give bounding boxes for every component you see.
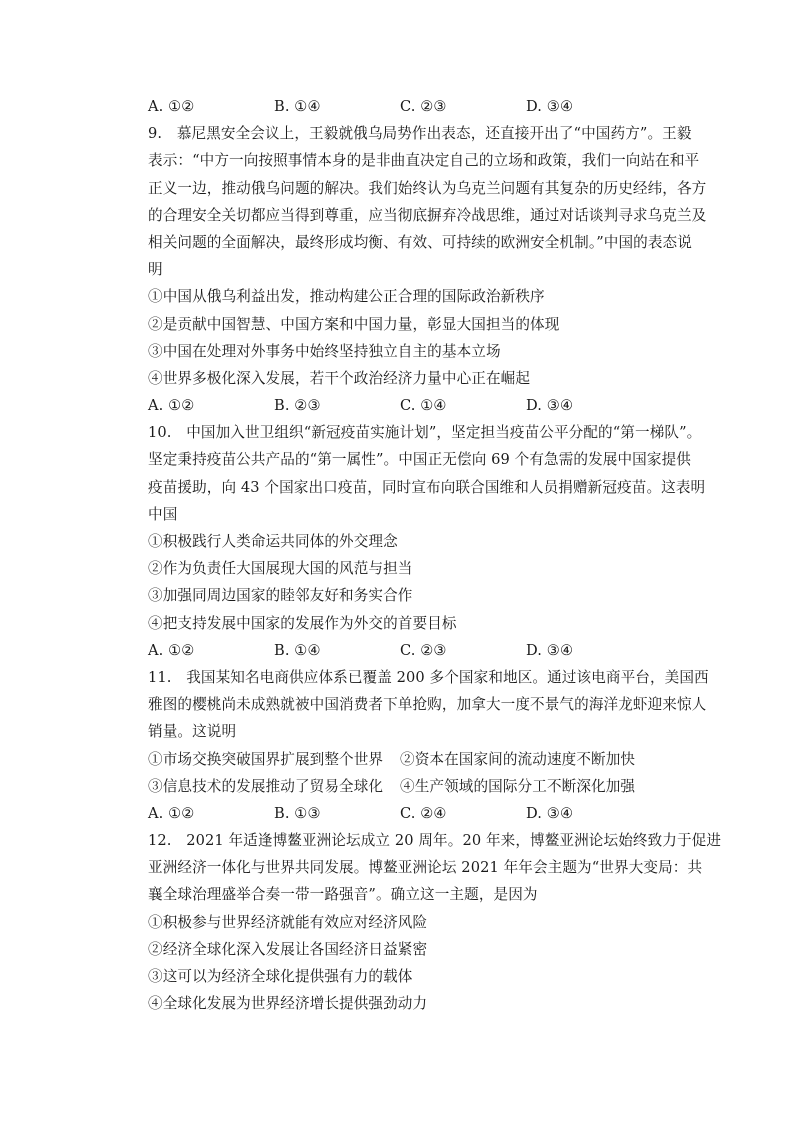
q10-option-a[interactable]: A. ①② bbox=[148, 641, 195, 659]
q8-option-a[interactable]: A. ①② bbox=[148, 98, 195, 115]
q11-options bbox=[148, 800, 688, 827]
q9-stem-line: 表示：“中方一向按照事情本身的是非曲直决定自己的立场和政策，我们一向站在和平 bbox=[148, 152, 700, 170]
q10-stem-line: 疫苗援助，向 43 个国家出口疫苗，同时宣布向联合国维和人员捐赠新冠疫苗。这表明 bbox=[148, 478, 706, 496]
q11-item-1: ①市场交换突破国界扩展到整个世界 bbox=[148, 750, 384, 768]
q12-item-2: ②经济全球化深入发展让各国经济日益紧密 bbox=[148, 940, 428, 958]
q9-options bbox=[148, 392, 688, 419]
q10-stem-line: 中国 bbox=[148, 505, 178, 523]
question-11 bbox=[148, 664, 709, 827]
q9-option-a[interactable]: A. ①② bbox=[148, 397, 195, 415]
page-content bbox=[148, 93, 722, 1017]
q8-option-d[interactable]: D. ③④ bbox=[526, 98, 574, 115]
q11-stem-line: 11. 我国某知名电商供应体系已覆盖 200 多个国家和地区。通过该电商平台，美国西 bbox=[148, 668, 709, 686]
q9-option-d[interactable]: D. ③④ bbox=[526, 397, 574, 415]
q9-item-4: ④世界多极化深入发展，若干个政治经济力量中心正在崛起 bbox=[148, 369, 531, 387]
q11-item-2: ②资本在国家间的流动速度不断加快 bbox=[400, 750, 636, 768]
q11-items-row bbox=[148, 773, 688, 800]
q12-item-4: ④全球化发展为世界经济增长提供强劲动力 bbox=[148, 995, 428, 1013]
q10-option-c[interactable]: C. ②③ bbox=[400, 641, 447, 659]
q8-option-b[interactable]: B. ①④ bbox=[274, 98, 321, 115]
q11-item-4: ④生产领域的国际分工不断深化加强 bbox=[400, 777, 636, 795]
q10-stem-line: 10. 中国加入世卫组织“新冠疫苗实施计划”，坚定担当疫苗公平分配的“第一梯队”。 bbox=[148, 424, 702, 442]
q12-item-3: ③这可以为经济全球化提供强有力的载体 bbox=[148, 968, 413, 985]
q8-option-c[interactable]: C. ②③ bbox=[400, 98, 447, 115]
q9-item-3: ③中国在处理对外事务中始终坚持独立自主的基本立场 bbox=[148, 342, 501, 360]
q9-stem-line: 9. 慕尼黑安全会议上，王毅就俄乌局势作出表态，还直接开出了“中国药方”。王毅 bbox=[148, 125, 692, 143]
q12-stem-line: 12. 2021 年适逢博鳌亚洲论坛成立 20 周年。20 年来，博鳌亚洲论坛始终致力于促进 bbox=[148, 832, 722, 850]
q11-option-d[interactable]: D. ③④ bbox=[526, 804, 574, 822]
q12-stem-line: 亚洲经济一体化与世界共同发展。博鳌亚洲论坛 2021 年年会主题为“世界大变局：共 bbox=[148, 859, 703, 877]
q11-option-a[interactable]: A. ①② bbox=[148, 804, 195, 822]
question-12 bbox=[148, 827, 722, 1017]
q10-item-2: ②作为负责任大国展现大国的风范与担当 bbox=[148, 560, 413, 578]
q12-stem-line: 襄全球治理盛举合奏一带一路强音”。确立这一主题，是因为 bbox=[148, 886, 538, 904]
q11-items-row bbox=[148, 746, 688, 773]
q9-option-c[interactable]: C. ①④ bbox=[400, 397, 447, 415]
question-9 bbox=[148, 120, 707, 419]
q8-options bbox=[148, 93, 688, 120]
q10-options bbox=[148, 637, 688, 664]
q10-stem-line: 坚定秉持疫苗公共产品的“第一属性”。中国正无偿向 69 个有急需的发展中国家提供 bbox=[148, 451, 691, 469]
q9-stem-line: 明 bbox=[148, 261, 163, 279]
q11-option-c[interactable]: C. ②④ bbox=[400, 804, 447, 822]
q9-item-2: ②是贡献中国智慧、中国方案和中国力量，彰显大国担当的体现 bbox=[148, 315, 560, 333]
q9-stem-line: 相关问题的全面解决，最终形成均衡、有效、可持续的欧洲安全机制。”中国的表态说 bbox=[148, 233, 692, 251]
q11-item-3: ③信息技术的发展推动了贸易全球化 bbox=[148, 777, 384, 795]
q11-stem-line: 销量。这说明 bbox=[148, 723, 237, 741]
q12-item-1: ①积极参与世界经济就能有效应对经济风险 bbox=[148, 913, 428, 931]
q11-stem-line: 雅图的樱桃尚未成熟就被中国消费者下单抢购，加拿大一度不景气的海洋龙虾迎来惊人 bbox=[148, 696, 707, 714]
q9-option-b[interactable]: B. ②③ bbox=[274, 397, 321, 415]
q9-stem-line: 正义一边，推动俄乌问题的解决。我们始终认为乌克兰问题有其复杂的历史经纬，各方 bbox=[148, 179, 707, 197]
q9-stem-line: 的合理安全关切都应当得到尊重，应当彻底摒弃冷战思维，通过对话谈判寻求乌克兰及 bbox=[148, 206, 707, 224]
q10-item-1: ①积极践行人类命运共同体的外交理念 bbox=[148, 533, 398, 550]
q9-item-1: ①中国从俄乌利益出发，推动构建公正合理的国际政治新秩序 bbox=[148, 288, 545, 306]
q10-option-d[interactable]: D. ③④ bbox=[526, 641, 574, 659]
q10-item-3: ③加强同周边国家的睦邻友好和务实合作 bbox=[148, 587, 413, 605]
q10-option-b[interactable]: B. ①④ bbox=[274, 641, 321, 659]
q10-item-4: ④把支持发展中国家的发展作为外交的首要目标 bbox=[148, 614, 457, 632]
question-10 bbox=[148, 419, 706, 664]
q11-option-b[interactable]: B. ①③ bbox=[274, 804, 321, 822]
